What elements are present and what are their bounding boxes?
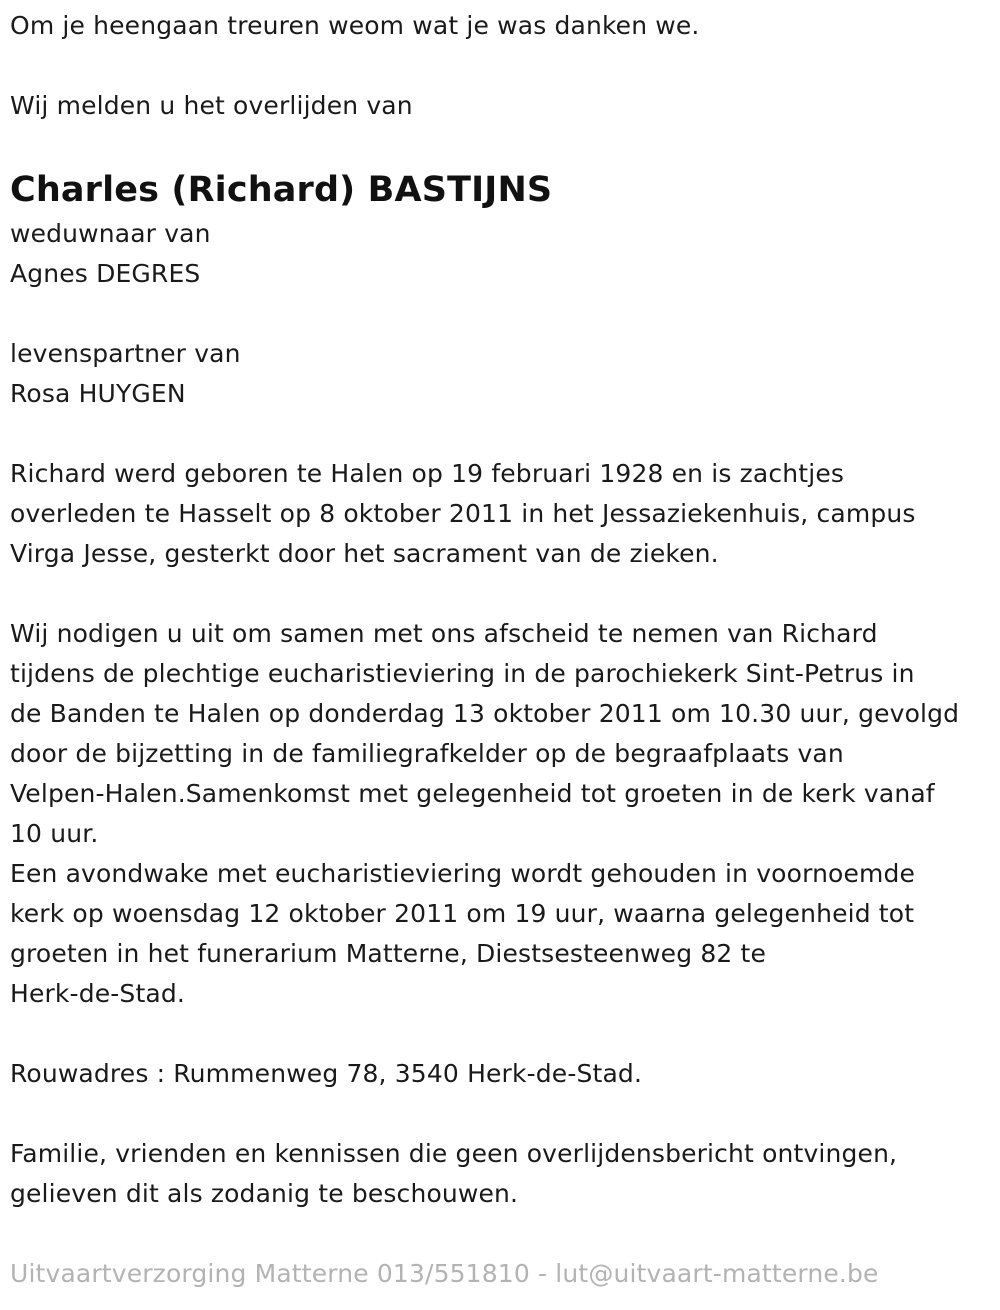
ceremony-line: kerk op woensdag 12 oktober 2011 om 19 uur, waarna gelegenheid tot (10, 899, 915, 928)
ceremony-line: Velpen-Halen.Samenkomst met gelegenheid tot groeten in de kerk vanaf (10, 779, 935, 808)
bio-line: overleden te Hasselt op 8 oktober 2011 in het Jessaziekenhuis, campus (10, 499, 916, 528)
ceremony-line: 10 uur. (10, 819, 99, 848)
mourning-address: Rouwadres : Rummenweg 78, 3540 Herk-de-Stad. (10, 1059, 643, 1088)
ceremony-line: tijdens de plechtige eucharistieviering in de parochiekerk Sint-Petrus in (10, 659, 915, 688)
ceremony-line: door de bijzetting in de familiegrafkelder op de begraafplaats van (10, 739, 844, 768)
ceremony-line: Een avondwake met eucharistieviering wordt gehouden in voornoemde (10, 859, 916, 888)
funeral-home-footer: Uitvaartverzorging Matterne 013/551810 - lut@uitvaart-matterne.be (10, 1259, 879, 1288)
relation-1-label: weduwnaar van (10, 219, 211, 248)
ceremony-line: groeten in het funerarium Matterne, Diestsesteenweg 82 te (10, 939, 767, 968)
deceased-name: Charles (Richard) BASTIJNS (10, 170, 553, 210)
relation-1-name: Agnes DEGRES (10, 259, 201, 288)
intro-line-1: Om je heengaan treuren weom wat je was danken we. (10, 11, 700, 40)
bio-line: Richard werd geboren te Halen op 19 februari 1928 en is zachtjes (10, 459, 845, 488)
bio-line: Virga Jesse, gesterkt door het sacrament van de zieken. (10, 539, 719, 568)
relation-2-label: levenspartner van (10, 339, 241, 368)
closing-paragraph (10, 1134, 990, 1214)
ceremony-line: de Banden te Halen op donderdag 13 oktober 2011 om 10.30 uur, gevolgd (10, 699, 960, 728)
closing-line: Familie, vrienden en kennissen die geen overlijdensbericht ontvingen, (10, 1139, 898, 1168)
bio-paragraph (10, 454, 990, 574)
ceremony-paragraph (10, 614, 990, 1014)
ceremony-line: Herk-de-Stad. (10, 979, 185, 1008)
closing-line: gelieven dit als zodanig te beschouwen. (10, 1179, 519, 1208)
intro-line-2: Wij melden u het overlijden van (10, 91, 413, 120)
ceremony-line: Wij nodigen u uit om samen met ons afscheid te nemen van Richard (10, 619, 878, 648)
relation-2-name: Rosa HUYGEN (10, 379, 186, 408)
